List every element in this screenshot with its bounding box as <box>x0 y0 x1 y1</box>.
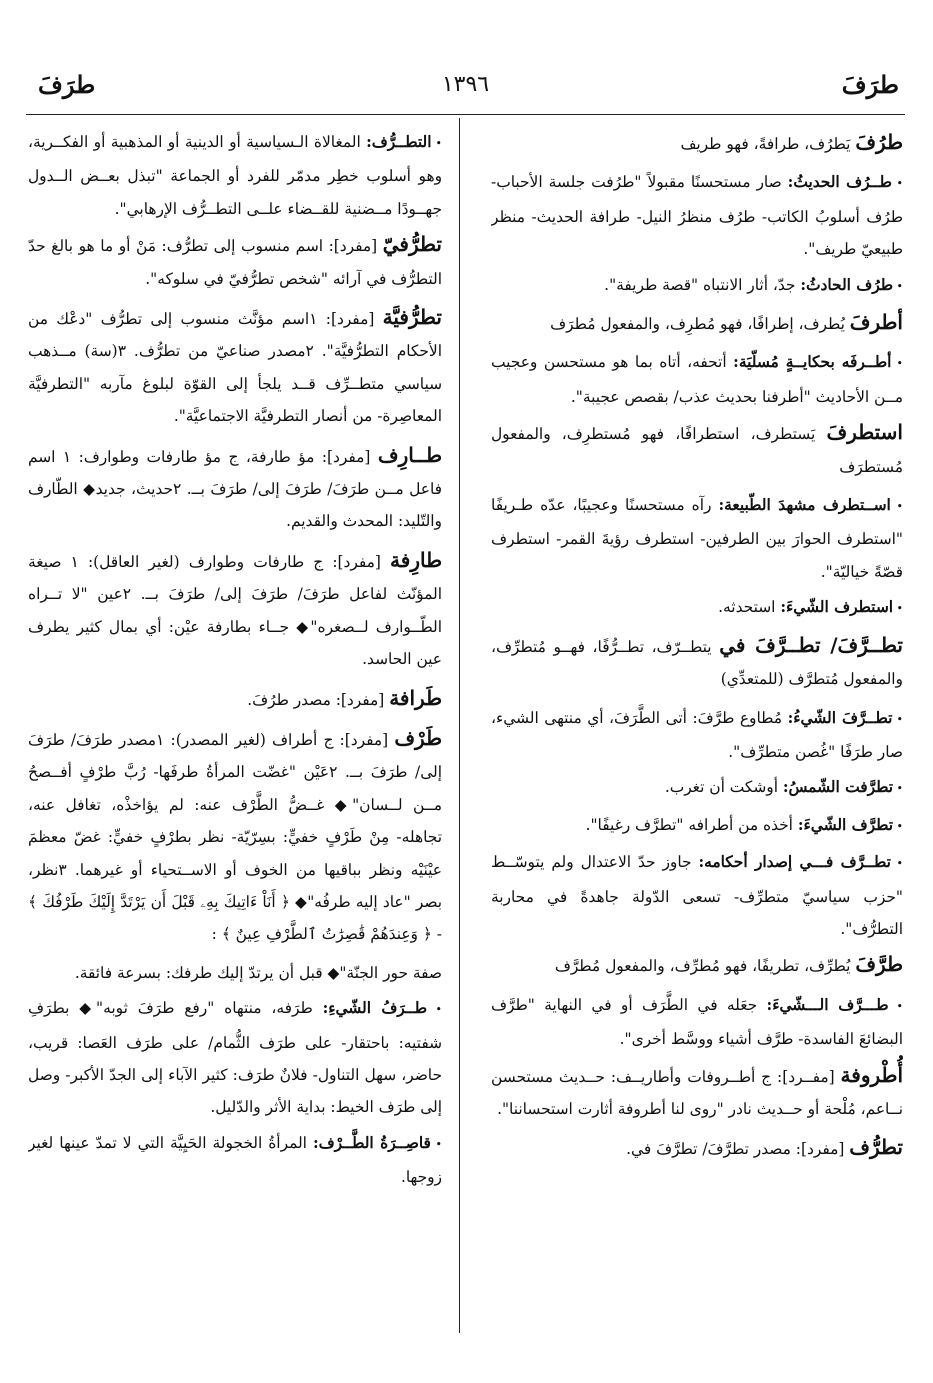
entry-definition: يُطرِّف، تطريفًا، فهو مُطرِّف، والمفعول مُطرَّف <box>554 957 856 976</box>
entry-headword: طــارِف <box>377 442 442 467</box>
sense-definition: أوشكت أن تغرب. <box>664 778 783 797</box>
entry-definition: يتطــرّف، تطــرُّفًا، فهــو مُتطرِّف، والمفعول مُتطرَّف (للمتعدِّي) <box>491 637 903 689</box>
sense-definition: طرَفه، منتهاه "رفع طرَفَ ثوبه"◆ بطرَفِ شفتيه: باحتقار- على طرَف الثُّمام/ على طرَف العَصا: قريب، حاضر، سهل التناول- فلانٌ طرَف: كثير الآباء إلى الجدّ الأكبر- وصل إلى طرَف الخيط: بداية الأثر والدّليل. <box>28 999 442 1117</box>
entry-sense <box>491 269 903 303</box>
bullet-icon: • <box>891 357 903 371</box>
bullet-icon: • <box>893 782 903 796</box>
entry-headword: أُطْروفة <box>840 1062 903 1087</box>
dictionary-entry <box>491 126 903 160</box>
bullet-icon: • <box>427 1003 442 1017</box>
entry-headword: طرُفَ <box>855 130 903 154</box>
entry-sense <box>28 126 442 225</box>
dictionary-entry <box>28 544 442 676</box>
dictionary-entry <box>28 228 442 295</box>
right-column <box>491 126 903 1336</box>
left-column <box>28 126 442 1336</box>
sense-definition: جدّ، أثار الانتباه "قصة طريفة". <box>604 275 801 294</box>
bullet-icon: • <box>890 500 903 514</box>
entry-sense <box>28 992 442 1124</box>
entry-sense <box>491 771 903 805</box>
bullet-icon: • <box>893 819 903 833</box>
entry-sense <box>491 166 903 265</box>
sense-term: اســتطرف مشهدَ الطّبيعة: <box>718 496 891 515</box>
bullet-icon: • <box>893 279 903 293</box>
bullet-icon: • <box>431 137 442 150</box>
sense-definition: أتحفه، أتاه بما هو مستحسن وعجيب مــن الأحاديث "أطرفنا بحديث عذب/ بقصص عجيبة". <box>491 353 903 406</box>
entry-definition: [مفرد]: مصدر طرُفَ. <box>247 690 390 709</box>
entry-sense <box>491 846 903 945</box>
dictionary-entry <box>28 439 442 538</box>
sense-term: طرُف الحادثُ: <box>800 275 893 294</box>
sense-term: قاصِــرَةُ الطَّــرْف: <box>312 1133 431 1152</box>
sense-definition: جاوز حدّ الاعتدال ولم يتوسّــط "حزب سياسيّ متطرِّف- تسعى الدّولة جاهدةً في محاربة التطرُّف". <box>491 853 903 938</box>
entry-headword: تطرُّف <box>849 1135 903 1160</box>
bullet-icon: • <box>888 999 903 1013</box>
entry-headword: أطرفَ <box>849 310 903 335</box>
sense-term: طــرَفُ الشّيءِ: <box>322 999 428 1018</box>
entry-headword: تطــرَّفَ/ تطــرَّفَ في <box>719 632 903 657</box>
entry-definition: [مفرد]: اسم منسوب إلى تطرُّف: مَنْ أو ما هو بالغ حدّ التطرُّف في آرائه "شخص تطرُّفيّ في سلوكه". <box>28 237 442 288</box>
entry-headword: طرَّفَ <box>855 952 903 977</box>
entry-definition: [مفرد]: مصدر تطرَّفَ/ تطرَّفَ في. <box>626 1140 850 1159</box>
entry-definition: [مفرد]: ج طارفات وطوارف (لغير العاقل): ١ صيغة المؤنّث لفاعل طرَفَ/ طرَفَ إلى/ طرَفَ بــ. ٢عين "لا تــراه الطّــوارف لــصغره"◆ جــاء بطارفة عيْن: أي بمال كثير يطرف عين الحاسد. <box>28 552 442 669</box>
dictionary-entry <box>28 722 442 951</box>
sense-definition: أخذه من أطرافه "تطرَّف رغيفًا". <box>585 815 798 834</box>
bullet-icon: • <box>890 857 903 871</box>
sense-term: التطــرُّف: <box>366 133 432 151</box>
sense-term: طــرُف الحديثُ: <box>787 173 892 192</box>
sense-definition: المرأةُ الخجولة الحَيِيَّة التي لا تمدّ عينها لغير زوجها. <box>28 1133 442 1187</box>
entry-headword: استطرفَ <box>826 420 903 445</box>
dictionary-entry <box>491 948 903 982</box>
dictionary-entry <box>491 306 903 340</box>
sense-definition: صار مستحسنًا مقبولاً "طرُفت جلسة الأحباب- طرُف أسلوبُ الكاتب- طرُف منظرُ النيل- طرافة الحديث- منظر طبيعيّ طريف". <box>491 173 903 259</box>
bullet-icon: • <box>892 712 903 726</box>
dictionary-entry <box>491 629 903 696</box>
entry-sense <box>491 489 903 588</box>
sense-term: تطرَّفت الشّمسُ: <box>782 778 893 797</box>
dictionary-entry <box>491 416 903 483</box>
sense-term: أطــرفَه بحكايــةٍ مُسلّيَة: <box>733 353 892 372</box>
entry-sense <box>491 809 903 843</box>
entry-definition: يَطرُف، طرافةً، فهو طريف <box>680 135 856 153</box>
entry-headword: طَرافة <box>389 685 442 710</box>
dictionary-entry <box>491 1131 903 1165</box>
entry-definition: [مفرد]: ج أطراف (لغير المصدر): ١مصدر طرَفَ/ طرَفَ إلى/ طرَفَ بــ. ٢عَيْن "غضّت المرأةُ طرفَها- رُبَّ طرْفٍ أفــصحُ مــن لــسان"◆ غــضُّ الطَّرْف عنه: لم يؤاخذْه، تغافل عنه، تجاهله- مِنْ طَرْفٍ خفيٍّ: بسِرّيّة- نظر بطرْفٍ خفيٍّ: غضّ معظمَ عيْنَيْه ونظر بباقيها من الخوف أو الاســتحياء أو غيرهما. ٣نظر، بصر "عاد إليه طرفُه"◆ ﴿ أَنَاْ ءَاتِيكَ بِهِۦ قَبْلَ أَن يَرْتَدَّ إِلَيْكَ طَرْفُكَ ﴾ - ﴿ وَعِندَهُمْ قَٰصِرَٰتُ ٱلطَّرْفِ عِينٌ ﴾ : <box>28 730 442 944</box>
entry-definition: [مفرد]: ١اسم مؤنَّث منسوب إلى تطرُّف "دعْك من الأحكام التطرُّفيَّة". ٢مصدر صناعيّ من تطرُّف. ٣(سة) مــذهب سياسي متطــرِّف قــد يلجأ إلى القوّة لبلوغ مآربه "التطرفيَّة المعاصِرة- من أنصار التطرفيَّة الاجتماعيَّة". <box>28 310 442 426</box>
header-rule <box>26 114 905 115</box>
entry-definition: [مفــرد]: ج أطــروفات وأطاريــف: حــديث مستحسن نــاعم، مُلْحة أو حــديث نادر "روى لنا أطروفة أثارت استحساننا". <box>491 1067 903 1118</box>
entry-definition: يُطرف، إطرافًا، فهو مُطرِف، والمفعول مُطرَف <box>550 315 850 334</box>
entry-definition: [مفرد]: مؤ طارفة، ج مؤ طارفات وطوارف: ١ اسم فاعل مــن طرَفَ/ طرَفَ إلى/ طرَفَ بــ. ٢حديث، جديد◆ الطّارف والتّليد: المحدث والقديم. <box>28 447 442 531</box>
bullet-icon: • <box>430 1137 442 1151</box>
entry-sense <box>491 591 903 625</box>
dictionary-entry <box>28 301 442 433</box>
entry-sense <box>491 346 903 413</box>
page-header <box>28 62 903 108</box>
page-number: ١٣٩٦ <box>441 72 490 97</box>
sense-definition: استحدثه. <box>718 598 781 617</box>
entry-headword: طارِفة <box>390 547 442 572</box>
bullet-icon: • <box>893 602 903 616</box>
sense-definition: رآه مستحسنًا وعجيبًا، عدّه طـريفًا "استطرف الحوارَ بين الطرفين- استطرف رؤيةَ القمر- استطرف قصّةً خياليّة". <box>491 496 903 581</box>
dictionary-entry <box>28 682 442 716</box>
entry-sense <box>28 1127 442 1194</box>
sense-term: استطرف الشّيءَ: <box>780 598 893 617</box>
running-headword-right: طرَفَ <box>841 70 899 99</box>
continuation-text: صفة حور الجنّة"◆ قبل أن يرتدّ إليك طرفك: بسرعة فائقة. <box>74 963 442 982</box>
bullet-icon: • <box>891 177 903 191</box>
entry-headword: طَرْف <box>394 725 442 750</box>
sense-term: تطــرَّف فـــي إصدار أحكامه: <box>698 853 891 872</box>
running-headword-left: طرَفَ <box>38 70 96 99</box>
dictionary-entry <box>491 1059 903 1126</box>
sense-term: تطرَّف الشّيءَ: <box>797 815 893 834</box>
column-divider <box>459 118 460 1333</box>
entry-headword: تطرُّفيّ <box>382 232 442 257</box>
entry-sense <box>491 989 903 1056</box>
sense-definition: المغالاة الـسياسية أو الدينية أو المذهبية أو الفكــرية، وهو أسلوب خطِر مدمّر للفرد أو الجماعة "تبذل بعــض الــدول جهــودًا مــضنية للقــضاء علــى التطــرُّف الإرهابي". <box>28 133 442 218</box>
sense-definition: مُطاوع طرَّفَ: أتى الطَّرَفَ، أي منتهى الشيء، صار طرَفًا "غُصن متطرِّف". <box>491 708 903 761</box>
entry-headword: تطرُّفيَّة <box>382 305 442 330</box>
sense-term: طـــرَّف الـــشّيءَ: <box>766 995 889 1014</box>
entry-definition: يَستطرف، استطرافًا، فهو مُستطرِف، والمفعول مُستطرَف <box>491 425 903 476</box>
entry-sense <box>491 702 903 769</box>
sense-term: تطــرَّفَ الشّيءُ: <box>787 708 893 727</box>
sense-definition: جعَله في الطَّرَف أو في النهاية "طرَّف البضائعَ الفاسدة- طرَّف أشياء ووسَّط أخرى". <box>491 995 903 1049</box>
